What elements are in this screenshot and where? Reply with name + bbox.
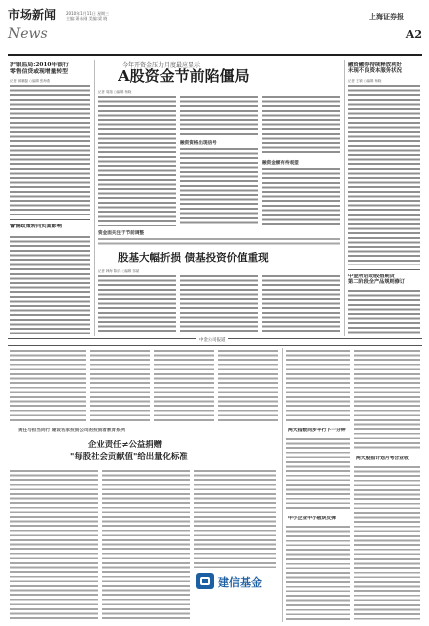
newspaper-name: 上海证券报: [369, 12, 404, 21]
editor-line: 主编:萧永刚 美编:梁 晓: [66, 16, 108, 21]
right-headline-line-1: 融资融券持续释放利好: [348, 62, 402, 68]
main-article-kicker: 今年开资金压力月度最应显示: [122, 62, 201, 69]
right-column-rule: [348, 269, 420, 270]
main-article-body-col-3a: [262, 96, 340, 156]
right-headline-line-2: 未现不良资本服务状况: [348, 68, 402, 75]
right-top-body: [348, 85, 420, 265]
bottom-mid-body: [286, 438, 350, 510]
right-mid-line-2: 第二阶段全产品规则修订: [348, 278, 406, 285]
left-article-byline: 记者 薛鹏磊 ○编辑 张海燕: [10, 79, 51, 83]
left-column-separator: [94, 60, 95, 336]
bottom-text-col-3: [154, 350, 214, 422]
logo-icon: [196, 573, 214, 589]
main-article-subhead-1: 融资资格出现信号: [180, 141, 217, 146]
right-mid-line-1: 中金所启动股指期货: [348, 274, 395, 279]
second-article-body-col-2: [180, 275, 258, 335]
left-article-body: [10, 85, 90, 215]
right-mid-body: [348, 290, 420, 334]
main-article-body-col-2b: [180, 148, 258, 226]
right-bottom-body: [354, 466, 420, 620]
company-logo: [196, 573, 266, 589]
bottom-mid2-headline: 中小企业中小板块反弹: [288, 516, 336, 521]
section-divider-label: 中金公司报道: [196, 337, 228, 343]
main-article-headline: A股资金节前陷僵局: [118, 68, 250, 85]
ad-title-line-2: "每股社会贡献值"给出量化标准: [70, 452, 188, 461]
right-bottom-headline: 两大股指计划月考合业收: [356, 456, 409, 461]
right-top-headline: [348, 62, 402, 74]
main-article-subhead-2: 融资金额有待观望: [262, 161, 299, 166]
right-mid-headline: [348, 274, 405, 286]
left-headline-line-2: 零售信贷或现增量转型: [10, 68, 68, 75]
bottom-mid-headline: 两大指数同步平行下一分钟: [288, 428, 346, 433]
left-mid-headline: 警惕政策转向负面影响: [10, 224, 62, 229]
bottom-right-col-2: [354, 350, 420, 450]
right-column-separator: [344, 60, 345, 336]
main-article-body-col-3b: [262, 168, 340, 226]
ad-body-col-2: [102, 470, 190, 620]
bottom-text-col-2: [90, 350, 150, 422]
issue-info: [66, 11, 109, 21]
masthead: [8, 6, 422, 52]
section-title-english: News: [8, 26, 48, 42]
ad-title-line-1: 企业责任≠公益捐赠: [88, 440, 163, 449]
second-article-body-col-3: [262, 275, 340, 335]
bottom-mid2-body: [286, 526, 350, 620]
left-column-rule: [10, 219, 90, 220]
second-article-headline: 股基大幅折损 债基投资价值重现: [118, 252, 269, 264]
masthead-rule: [8, 54, 422, 56]
left-mid-body: [10, 236, 90, 334]
left-headline-line-1: 沪银监局:2010年银行: [10, 62, 69, 68]
ad-banner: 责任与担当同行 建设名家投资公司的投资者教育系列: [18, 428, 126, 433]
section-title: 市场新闻: [8, 8, 57, 22]
logo-text: 建信基金: [218, 576, 262, 589]
bottom-text-col-4: [218, 350, 278, 422]
right-top-byline: 记者 王颖 ○编辑 杨晓: [348, 79, 382, 83]
main-article-subhead-3: 资金面关注于节前调整: [98, 231, 144, 236]
bottom-separator: [282, 348, 283, 622]
issue-date: 2010年1月11日 星期三: [66, 11, 110, 16]
main-article-body-col-1: [98, 96, 176, 226]
second-article-byline: 记者 韩海 陈乐 ○编辑 邹斌: [98, 269, 140, 273]
ad-body-col-3: [194, 470, 276, 568]
bottom-right-col-1: [286, 350, 350, 422]
bottom-text-col-1: [10, 350, 86, 422]
second-article-body-col-1: [98, 275, 176, 335]
main-article-body-col-2a: [180, 96, 258, 136]
left-article-headline: [10, 62, 69, 75]
main-article-body-end: [98, 238, 340, 246]
ad-body-col-1: [10, 470, 98, 620]
page-number: A2: [405, 28, 422, 41]
main-article-byline: 记者 周翔 ○编辑 杨晓: [98, 90, 132, 94]
